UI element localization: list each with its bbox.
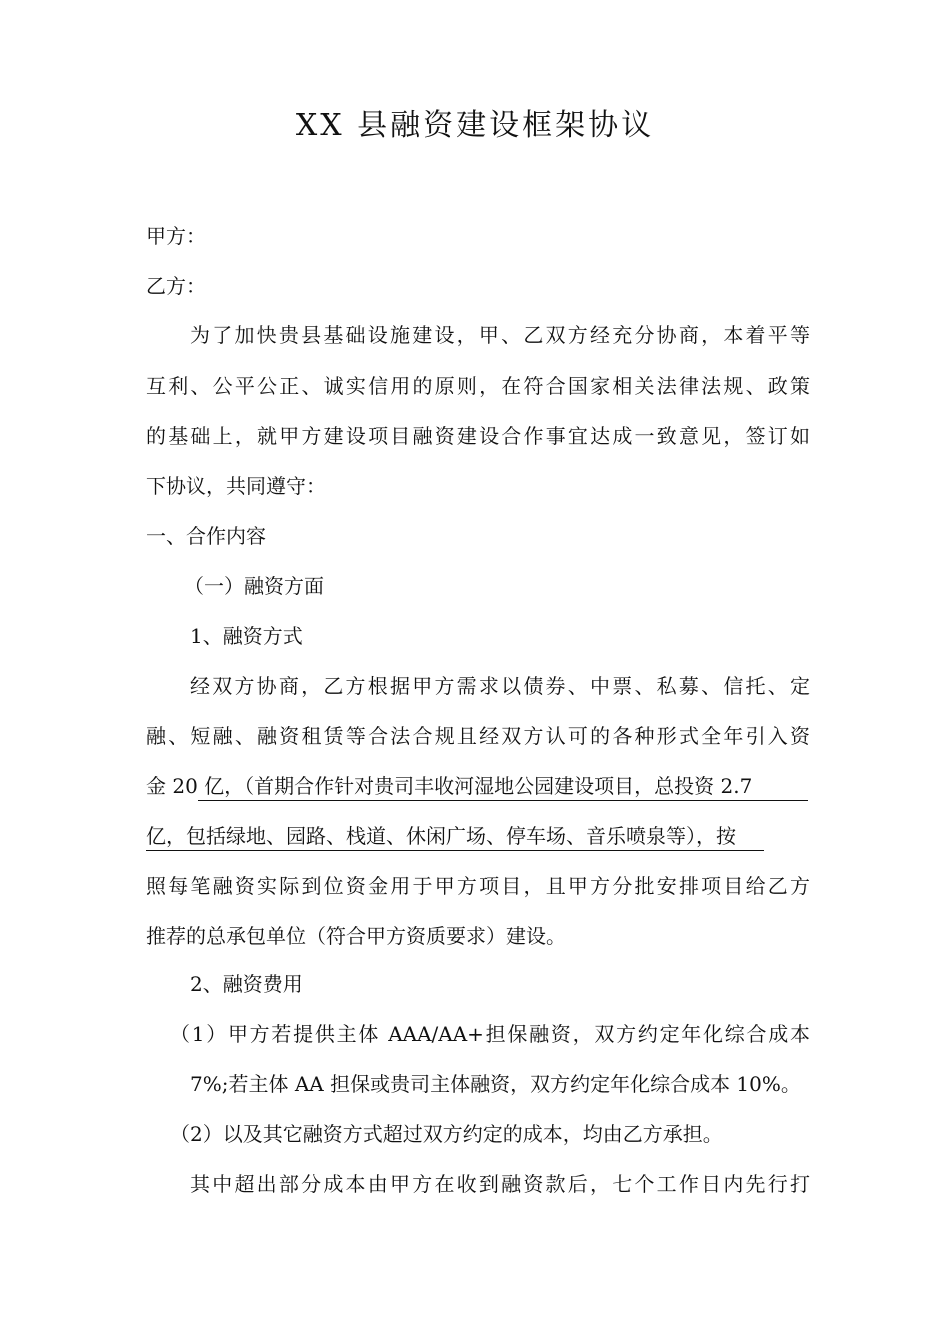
underlined-project-note-end: 亿，包括绿地、园路、栈道、休闲广场、停车场、音乐喷泉等）	[146, 824, 696, 848]
continuation-text: ，按	[696, 824, 736, 848]
item-1-line-6: 推荐的总承包单位（符合甲方资质要求）建设。	[146, 924, 566, 948]
fee-clause-1-line-1: （1）甲方若提供主体 AAA/AA+担保融资，双方约定年化综合成本	[170, 1022, 810, 1046]
underlined-project-note-start: （首期合作针对贵司丰收河湿地公园建设项目，总投资 2.7	[244, 774, 753, 798]
preamble-line-3: 的基础上，就甲方建设项目融资建设合作事宜达成一致意见，签订如	[146, 424, 810, 448]
section-1-heading: 一、合作内容	[146, 524, 266, 548]
fee-clause-1-line-2: 7%;若主体 AA 担保或贵司主体融资，双方约定年化综合成本 10%。	[190, 1072, 801, 1096]
party-a-label: 甲方：	[146, 224, 206, 248]
underline-1	[198, 800, 808, 801]
item-1-heading: 1、融资方式	[190, 624, 303, 648]
fee-tail-line: 其中超出部分成本由甲方在收到融资款后，七个工作日内先行打	[190, 1172, 810, 1196]
document-title: XX 县融资建设框架协议	[295, 108, 655, 143]
underline-2	[146, 850, 764, 851]
item-1-line-3	[146, 772, 810, 800]
fee-clause-2: （2）以及其它融资方式超过双方约定的成本，均由乙方承担。	[170, 1122, 723, 1146]
preamble-line-1: 为了加快贵县基础设施建设，甲、乙双方经充分协商，本着平等	[190, 323, 810, 347]
preamble-line-2: 互利、公平公正、诚实信用的原则，在符合国家相关法律法规、政策	[146, 374, 810, 398]
item-1-line-2: 融、短融、融资租赁等合法合规且经双方认可的各种形式全年引入资	[146, 724, 810, 748]
subsection-1-heading: （一）融资方面	[184, 574, 324, 598]
party-b-label: 乙方：	[146, 274, 206, 298]
item-2-heading: 2、融资费用	[190, 972, 303, 996]
item-1-line-4	[146, 822, 810, 850]
preamble-line-4: 下协议，共同遵守：	[146, 474, 326, 498]
item-1-line-5: 照每笔融资实际到位资金用于甲方项目，且甲方分批安排项目给乙方	[146, 874, 810, 898]
item-1-line-1: 经双方协商，乙方根据甲方需求以债券、中票、私募、信托、定	[190, 674, 810, 698]
funding-amount-text: 金 20 亿，	[146, 774, 245, 798]
